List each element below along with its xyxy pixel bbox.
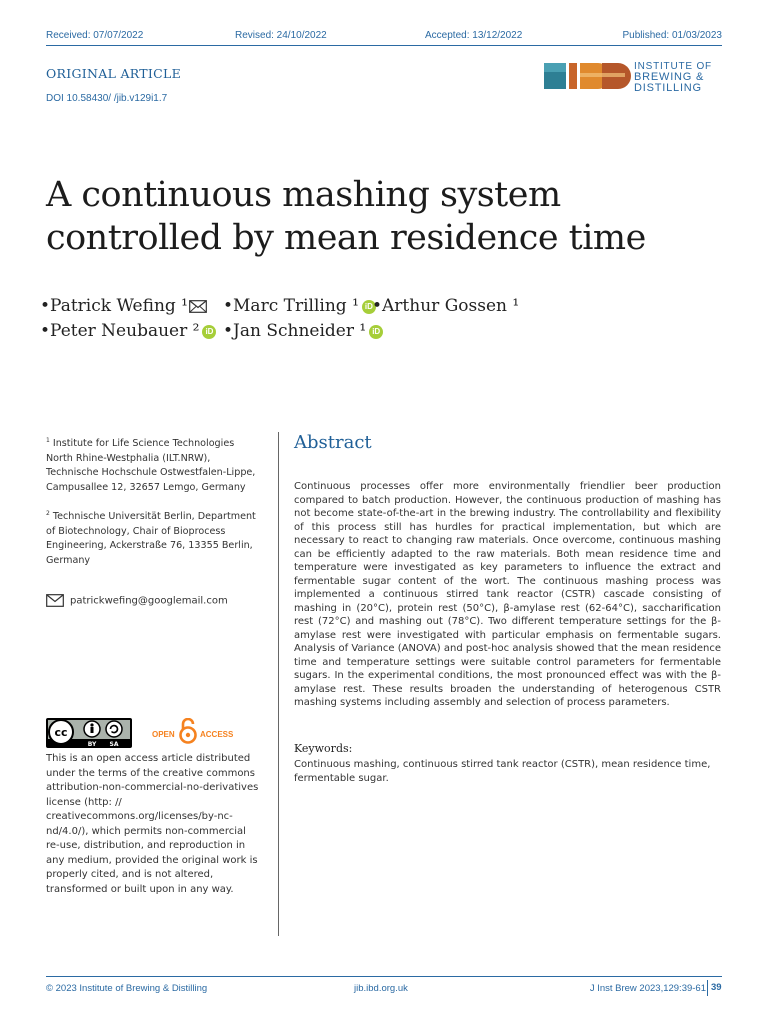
column-divider	[278, 432, 279, 936]
page-number: 39	[707, 980, 727, 996]
affiliation-text: Technische Universität Berlin, Department of Biotechnology, Chair of Bioprocess Engineering, Ackerstraße 76, 13355 Berlin, Germany	[46, 511, 256, 566]
open-lock-icon	[178, 718, 198, 744]
ibd-logo	[544, 60, 724, 96]
cc-license-badge[interactable]	[46, 718, 132, 752]
cc-label: cc	[54, 726, 68, 739]
affiliation-marker: 1	[46, 437, 50, 444]
author-name: •Arthur Gossen ¹	[372, 296, 520, 316]
affiliation-2	[46, 507, 261, 568]
logo-line3: DISTILLING	[634, 82, 702, 94]
doi[interactable]: DOI 10.58430/ /jib.v129i1.7	[46, 93, 168, 104]
logo-text	[634, 61, 712, 94]
received-date: Received: 07/07/2022	[46, 30, 144, 41]
title-line1: A continuous mashing system	[46, 175, 561, 215]
affiliation-marker: 2	[46, 510, 50, 517]
author-schneider[interactable]	[223, 321, 383, 341]
author-name: •Peter Neubauer ²	[40, 321, 200, 341]
revised-date: Revised: 24/10/2022	[235, 30, 327, 41]
access-label: ACCESS	[200, 730, 234, 739]
footer-rule	[46, 976, 722, 977]
open-label: OPEN	[152, 730, 175, 739]
author-trilling[interactable]	[223, 296, 376, 316]
dates-bar	[46, 30, 722, 44]
logo-line1: INSTITUTE OF	[634, 61, 712, 72]
author-name: •Marc Trilling ¹	[223, 296, 359, 316]
footer-citation: J Inst Brew 2023,129:39-61	[589, 983, 706, 994]
keywords-heading: Keywords:	[294, 742, 353, 755]
email-link[interactable]: patrickwefing@googlemail.com	[70, 595, 228, 607]
article-title	[46, 174, 706, 260]
cc-sa-label: SA	[109, 741, 119, 748]
abstract-body: Continuous processes offer more environmentally friendlier beer production compared to batch production. However, the continuous production of mashing has not become state-of-the-art in the brewing industry. The controllability and flexibility of this process still has hurdles for practical implementation, but which are necessary to react to changing raw materials. Once overcome, continuous mashing can be efficiently adapted to the raw materials. Both mean residence time and temperature were investigated as key parameters to influence the extract and fermentable sugar content of the wort. The continuous mashing process was implemented a continuous stirred tank reactor (CSTR) cascade consisting of mashing in (20°C), protein rest (50°C), β-amylase rest (62-64°C), saccharification rest (72°C) and mashing out (78°C). Two different temperature settings for the β-amylase rest were investigated with particular emphasis on fermentable sugars. Analysis of Variance (ANOVA) and post-hoc analysis showed that the mean residence time and temperature settings were suitable control parameters for fermentable sugars. In the experimental conditions, the most pronounced effect was with the β-amylase rest. These results broaden the understanding of heterogenous CSTR mashing systems including assembly and selection of process parameters.	[294, 481, 721, 708]
title-line2: controlled by mean residence time	[46, 218, 646, 258]
header-rule	[46, 45, 722, 46]
affiliation-text: Institute for Life Science Technologies North Rhine-Westphalia (ILT.NRW), Technische Hochschule Ostwestfalen-Lippe, Campusallee 12, 32657 Lemgo, Germany	[46, 438, 256, 493]
author-neubauer[interactable]	[40, 321, 216, 341]
keywords-list: Continuous mashing, continuous stirred tank reactor (CSTR), mean residence time, fermentable sugar.	[294, 759, 711, 784]
author-wefing[interactable]	[40, 296, 207, 316]
orcid-icon[interactable]: iD	[369, 325, 383, 339]
corresponding-email	[46, 594, 228, 607]
envelope-icon[interactable]	[189, 300, 207, 313]
article-type: ORIGINAL ARTICLE	[46, 66, 182, 81]
footer-copyright: © 2023 Institute of Brewing & Distilling	[46, 983, 208, 994]
published-date: Published: 01/03/2023	[622, 30, 722, 41]
footer-url[interactable]: jib.ibd.org.uk	[354, 983, 408, 994]
abstract-heading: Abstract	[294, 432, 372, 453]
cc-by-sa-icon	[46, 718, 132, 748]
author-name: •Patrick Wefing ¹	[40, 296, 188, 316]
envelope-icon	[46, 594, 64, 607]
affiliation-1	[46, 434, 261, 495]
author-name: •Jan Schneider ¹	[223, 321, 367, 341]
orcid-icon[interactable]: iD	[362, 300, 376, 314]
orcid-icon[interactable]: iD	[202, 325, 216, 339]
license-text: This is an open access article distributed under the terms of the creative commons attribution-non-commercial-no-derivatives license (http: // creativecommons.org/licenses/by-nc-nd/4.0/), which permits non-commercial re-use, distribution, and reproduction in any medium, provided the original work is properly cited, and is not altered, transformed or built upon in any way.	[46, 753, 259, 895]
author-gossen[interactable]	[372, 296, 519, 316]
cc-by-label: BY	[87, 741, 97, 748]
logo-line2: BREWING &	[634, 71, 705, 83]
accepted-date: Accepted: 13/12/2022	[425, 30, 523, 41]
ibd-logo-mark	[544, 60, 632, 92]
